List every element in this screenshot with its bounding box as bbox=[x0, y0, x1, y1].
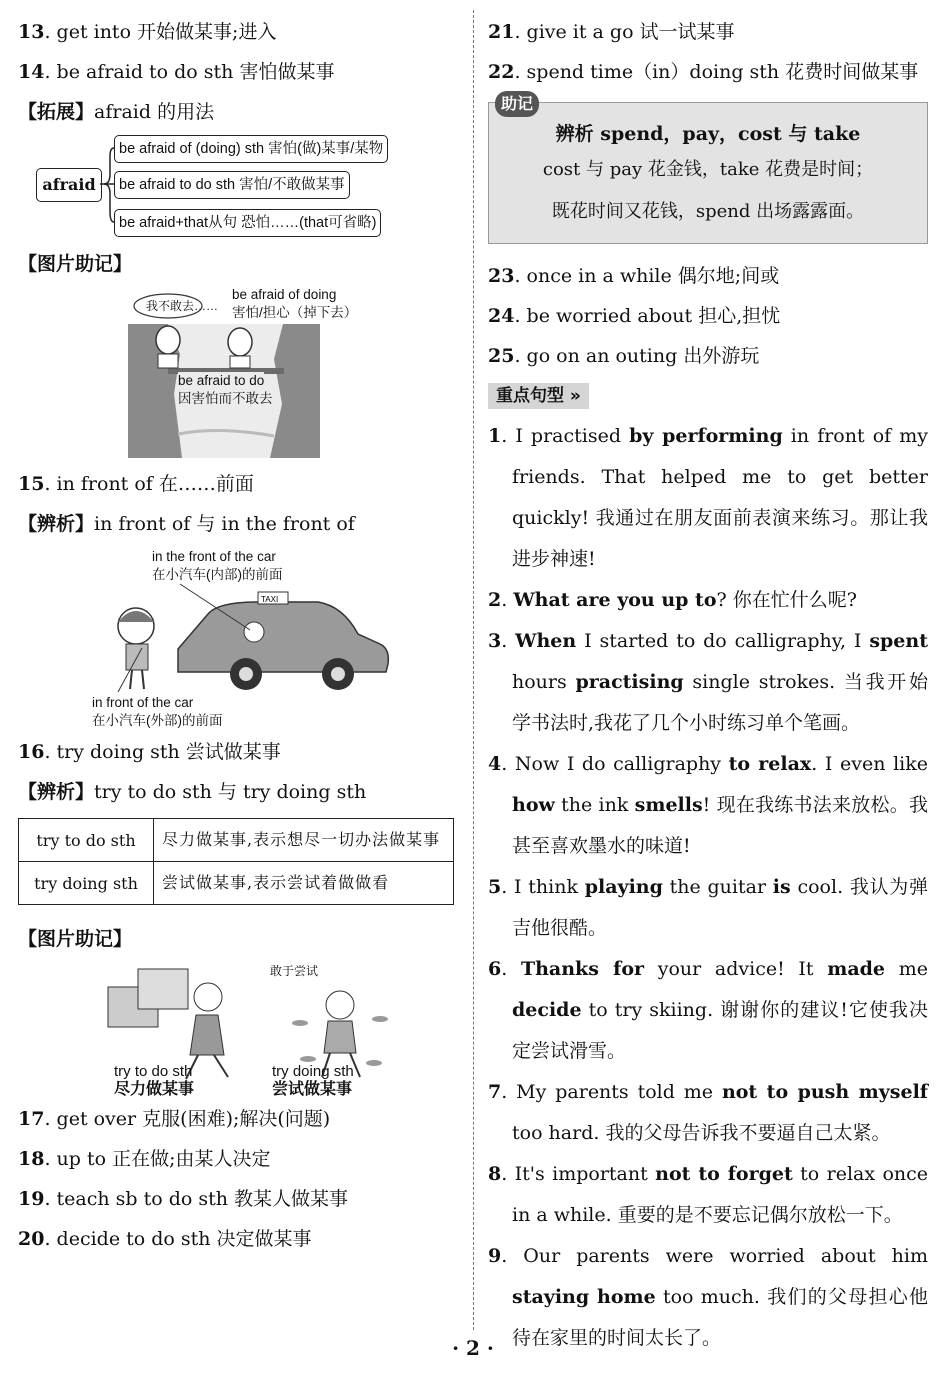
table-value: 尝试做某事,表示尝试着做做看 bbox=[154, 862, 454, 905]
pic2-top-en: in the front of the car bbox=[152, 549, 276, 564]
vocab-item-22: 22. spend time（in）doing sth 花费时间做某事 bbox=[488, 61, 919, 83]
list-item: 9. Our parents were worried about him staying home too much. 我们的父母担心他待在家里的时间太长了。 bbox=[488, 1245, 928, 1349]
list-item: 8. It's important not to forget to relax once in a while. 重要的是不要忘记偶尔放松一下。 bbox=[488, 1163, 929, 1226]
vocab-item-24: 24. be worried about 担心,担忧 bbox=[488, 305, 781, 327]
table-value: 尽力做某事,表示想尽一切办法做某事 bbox=[154, 819, 454, 862]
vocab-item-21: 21. give it a go 试一试某事 bbox=[488, 21, 735, 43]
vocab-item-23: 23. once in a while 偶尔地;间或 bbox=[488, 265, 780, 287]
taxi-sign-label: TAXI bbox=[261, 595, 279, 604]
list-item: 7. My parents told me not to push myself too hard. 我的父母告诉我不要逼自己太紧。 bbox=[488, 1081, 928, 1144]
list-item: 4. Now I do calligraphy to relax. I even like how the ink smells! 现在我练书法来放松。我甚至喜欢墨水的味道! bbox=[488, 753, 928, 857]
pic3-b-en: try doing sth bbox=[272, 1063, 354, 1080]
vocab-item-20: 20. decide to do sth 决定做某事 bbox=[18, 1228, 312, 1250]
pic2-top-cn: 在小汽车(内部)的前面 bbox=[152, 567, 283, 582]
column-divider bbox=[473, 10, 474, 1330]
list-item: 5. I think playing the guitar is cool. 我认为弹吉他很酷。 bbox=[488, 876, 928, 939]
try-cartoon-icon bbox=[18, 959, 458, 1099]
page-number: · 2 · bbox=[452, 1336, 494, 1360]
analysis-heading-1: 【辨析】in front of 与 in the front of bbox=[18, 513, 355, 535]
pic1-label-mid-cn: 因害怕而不敢去 bbox=[178, 391, 273, 406]
vocab-item-25: 25. go on an outing 出外游玩 bbox=[488, 345, 760, 367]
pic2-bot-cn: 在小汽车(外部)的前面 bbox=[92, 713, 223, 728]
bubble-text: 我不敢去…… bbox=[146, 299, 219, 313]
pic1-label-top-cn: 害怕/担心（掉下去） bbox=[232, 305, 358, 320]
left-column bbox=[18, 0, 458, 1259]
pic1-label-top-en: be afraid of doing bbox=[232, 287, 337, 302]
table-row bbox=[19, 862, 454, 905]
list-item: 6. Thanks for your advice! It made me decide to try skiing. 谢谢你的建议!它使我决定尝试滑雪。 bbox=[488, 958, 928, 1062]
car-illustration bbox=[18, 544, 458, 732]
try-comparison-table bbox=[18, 818, 454, 905]
right-column bbox=[488, 0, 928, 1359]
pic3-b-note: 敢于尝试 bbox=[270, 964, 319, 978]
vocab-item-16: 16. try doing sth 尝试做某事 bbox=[18, 741, 281, 763]
vocab-item-17: 17. get over 克服(困难);解决(问题) bbox=[18, 1108, 331, 1130]
picture-memo-heading-1: 【图片助记】 bbox=[18, 253, 133, 275]
try-illustration bbox=[18, 959, 458, 1099]
key-sentences-tag: 重点句型 » bbox=[488, 383, 589, 409]
table-key: try doing sth bbox=[19, 862, 154, 905]
memo-tag: 助记 bbox=[495, 91, 539, 117]
afraid-use-1: be afraid of (doing) sth 害怕(做)某事/某物 bbox=[114, 135, 388, 163]
picture-memo-heading-2: 【图片助记】 bbox=[18, 928, 133, 950]
analysis-heading-2: 【辨析】try to do sth 与 try doing sth bbox=[18, 781, 367, 803]
pic1-label-mid-en: be afraid to do bbox=[178, 373, 265, 388]
pic2-bot-en: in front of the car bbox=[92, 695, 194, 710]
pic3-a-cn: 尽力做某事 bbox=[114, 1081, 195, 1098]
afraid-use-3: be afraid+that从句 恐怕……(that可省略) bbox=[114, 209, 381, 237]
vocab-item-14: 14. be afraid to do sth 害怕做某事 bbox=[18, 61, 335, 83]
pic3-b-cn: 尝试做某事 bbox=[272, 1081, 353, 1098]
afraid-usage-diagram bbox=[18, 134, 458, 244]
memo-title: 辨析 spend，pay，cost 与 take bbox=[555, 123, 861, 145]
key-sentences-list bbox=[488, 416, 928, 1359]
list-item: 2. What are you up to? 你在忙什么呢? bbox=[488, 589, 857, 611]
extension-heading: 【拓展】afraid 的用法 bbox=[18, 101, 215, 123]
vocab-item-13: 13. get into 开始做某事;进入 bbox=[18, 21, 277, 43]
memo-box bbox=[488, 94, 928, 244]
vocab-item-18: 18. up to 正在做;由某人决定 bbox=[18, 1148, 271, 1170]
vocab-item-15: 15. in front of 在……前面 bbox=[18, 473, 254, 495]
cliff-bridge-illustration bbox=[18, 284, 458, 464]
list-item: 3. When I started to do calligraphy, I spent hours practising single strokes. 当我开始学书法时,我花了几个小时练习单个笔画。 bbox=[488, 630, 928, 734]
table-key: try to do sth bbox=[19, 819, 154, 862]
table-row bbox=[19, 819, 454, 862]
taxi-car-icon bbox=[18, 544, 458, 732]
memo-line: 既花时间又花钱，spend 出场露露面。 bbox=[551, 201, 865, 222]
vocab-item-19: 19. teach sb to do sth 教某人做某事 bbox=[18, 1188, 349, 1210]
memo-line: cost 与 pay 花金钱，take 花费是时间； bbox=[542, 159, 874, 180]
pic3-a-en: try to do sth bbox=[114, 1063, 193, 1080]
afraid-word: afraid bbox=[36, 168, 102, 202]
list-item: 1. I practised by performing in front of my friends. That helped me to get better quickly! 我通过在朋友面前表演来练习。那让我进步神速! bbox=[488, 425, 928, 570]
afraid-use-2: be afraid to do sth 害怕/不敢做某事 bbox=[114, 171, 350, 199]
